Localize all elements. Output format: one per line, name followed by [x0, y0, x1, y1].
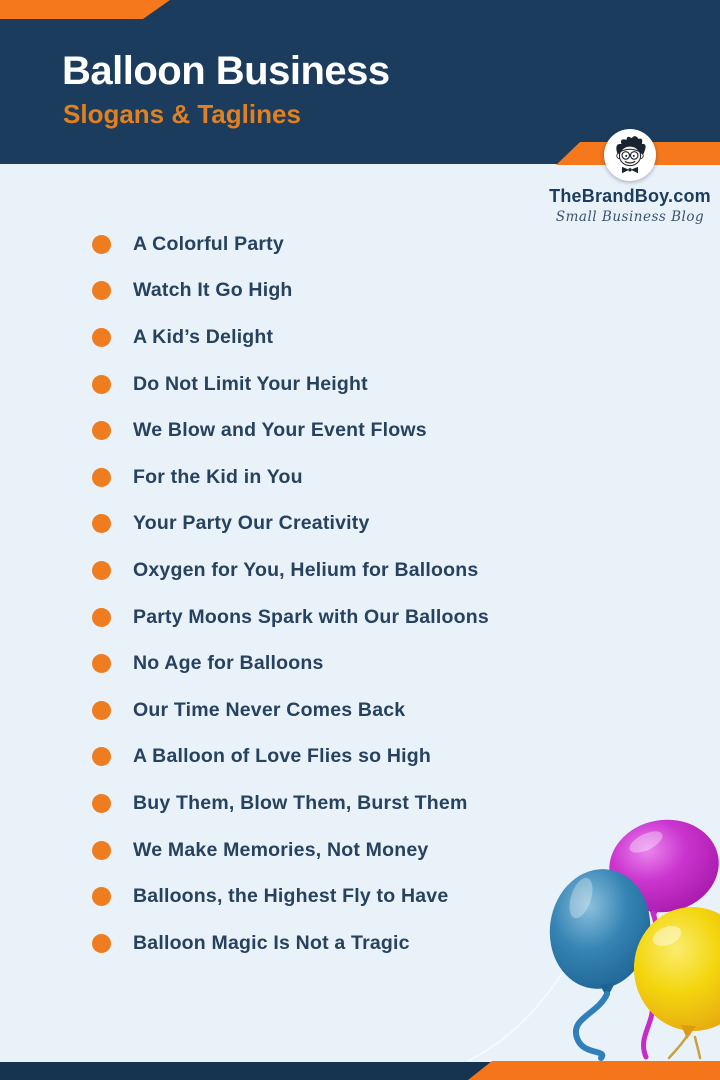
slogan-list-item: [92, 361, 696, 408]
slogan-list-item: [92, 454, 696, 501]
slogan-text: Your Party Our Creativity: [133, 512, 370, 535]
bullet-icon: [92, 934, 111, 953]
slogan-text: Our Time Never Comes Back: [133, 698, 406, 721]
slogan-text: We Blow and Your Event Flows: [133, 419, 427, 442]
slogan-text: Watch It Go High: [133, 279, 293, 302]
corner-accent-bottom-right: [468, 1061, 720, 1080]
bullet-icon: [92, 235, 111, 254]
brand-name: TheBrandBoy.com: [549, 186, 711, 206]
slogan-list-item: [92, 780, 696, 827]
slogan-text: Oxygen for You, Helium for Balloons: [133, 558, 479, 581]
bullet-icon: [92, 608, 111, 627]
slogan-text: A Balloon of Love Flies so High: [133, 745, 431, 768]
slogan-text: We Make Memories, Not Money: [133, 838, 429, 861]
slogan-list-item: [92, 547, 696, 594]
slogan-list-item: [92, 920, 696, 967]
bullet-icon: [92, 468, 111, 487]
bullet-icon: [92, 654, 111, 673]
slogan-list-item: [92, 594, 696, 641]
brand-tagline: Small Business Blog: [555, 209, 705, 225]
slogan-text: A Colorful Party: [133, 232, 284, 255]
bullet-icon: [92, 375, 111, 394]
slogan-text: Balloons, the Highest Fly to Have: [133, 885, 449, 908]
slogan-list-item: [92, 268, 696, 315]
bullet-icon: [92, 281, 111, 300]
yellow-string-right: [695, 1037, 700, 1058]
footer-bar: [0, 1062, 492, 1080]
slogan-list-item: [92, 640, 696, 687]
header: [62, 50, 390, 127]
bullet-icon: [92, 701, 111, 720]
slogan-list-item: [92, 314, 696, 361]
slogan-list: [92, 221, 696, 967]
slogan-text: Do Not Limit Your Height: [133, 372, 368, 395]
bullet-icon: [92, 421, 111, 440]
slogan-text: Balloon Magic Is Not a Tragic: [133, 931, 410, 954]
yellow-string-left: [669, 1036, 687, 1058]
slogan-list-item: [92, 873, 696, 920]
balloon-thread: [468, 972, 563, 1061]
slogan-text: Party Moons Spark with Our Balloons: [133, 605, 489, 628]
bullet-icon: [92, 887, 111, 906]
slogan-list-item: [92, 827, 696, 874]
slogan-text: Buy Them, Blow Them, Burst Them: [133, 791, 468, 814]
corner-accent-top-left: [0, 0, 170, 19]
brand-logo: [604, 129, 656, 181]
slogan-list-item: [92, 687, 696, 734]
bullet-icon: [92, 747, 111, 766]
bullet-icon: [92, 328, 111, 347]
bullet-icon: [92, 561, 111, 580]
slogan-list-item: [92, 734, 696, 781]
slogan-text: For the Kid in You: [133, 465, 303, 488]
slogan-list-item: [92, 501, 696, 548]
brand-boy-face-icon: [608, 133, 652, 177]
slogan-list-item: [92, 221, 696, 268]
bullet-icon: [92, 514, 111, 533]
bullet-icon: [92, 794, 111, 813]
page-title: Balloon Business: [62, 49, 390, 93]
page-subtitle: Slogans & Taglines: [63, 99, 301, 129]
blue-ribbon: [576, 994, 607, 1058]
slogan-list-item: [92, 407, 696, 454]
slogan-text: No Age for Balloons: [133, 652, 324, 675]
slogan-text: A Kid’s Delight: [133, 325, 274, 348]
bullet-icon: [92, 841, 111, 860]
